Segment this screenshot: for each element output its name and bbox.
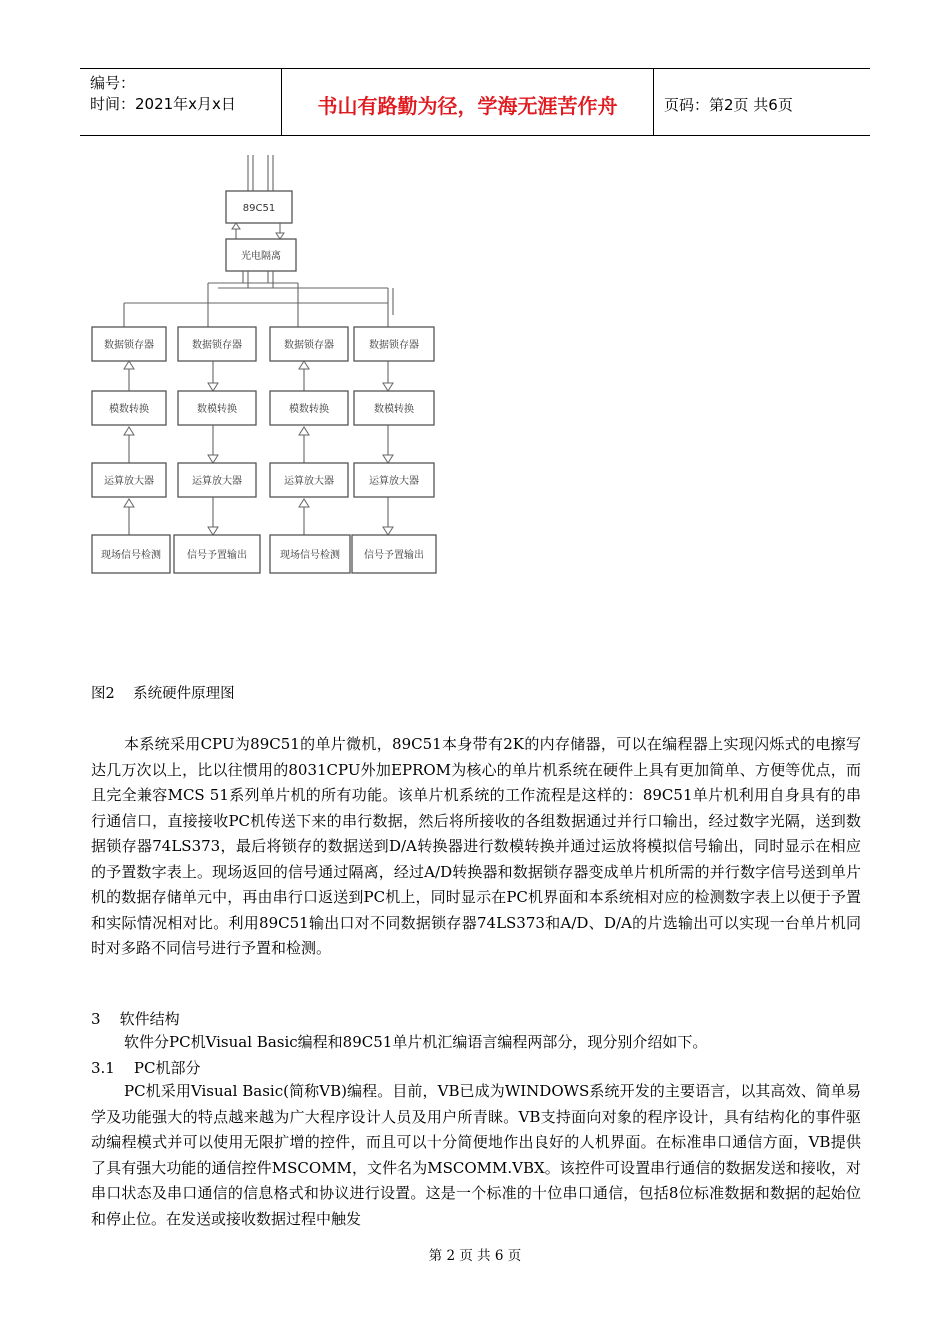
- distribution-bus: [124, 271, 393, 327]
- body-paragraph: PC机采用Visual Basic(简称VB)编程。目前，VB已成为WINDOWS系统开发的主要语言，以其高效、简单易学及功能强大的特点越来越为广大程序设计人员及用户所青睐。VB支持面向对象的程序设计，具有结构化的事件驱动编程模式并可以使用无限扩增的控件，而且可以十分简便地作出良好的人机界面。在标准串口通信方面，VB提供了具有强大功能的通信控件MSCOMM，文件名为MSCOMM.VBX。该控件可设置串行通信的数据发送和接收，对串口状态及串口通信的信息格式和协议进行设置。这是一个标准的十位串口通信，包括8位标准数据和数据的起始位和停止位。在发送或接收数据过程中触发: [91, 1082, 861, 1228]
- mcu-label: 89C51: [242, 203, 276, 214]
- isolation-label: 光电隔离: [241, 251, 281, 262]
- amplifier-label: 运算放大器: [192, 476, 242, 487]
- figure-caption: 图2 系统硬件原理图: [91, 686, 235, 702]
- header-motto: 书山有路勤为径，学海无涯苦作舟: [282, 69, 654, 135]
- amplifier-label: 运算放大器: [369, 476, 419, 487]
- converter-label: 模数转换: [289, 404, 329, 415]
- latch-label: 数据锁存器: [192, 340, 242, 351]
- document-number: 编号：: [90, 74, 136, 92]
- signal-label: 现场信号检测: [101, 550, 161, 561]
- latch-label: 数据锁存器: [104, 340, 154, 351]
- serial-bus-lines: [248, 155, 273, 191]
- hardware-block-diagram: [88, 155, 448, 585]
- signal-label: 现场信号检测: [280, 550, 340, 561]
- column-3: [270, 327, 350, 573]
- header-info: [80, 69, 282, 135]
- document-date: 时间：2021年x月x日: [90, 95, 236, 113]
- converter-label: 数模转换: [197, 404, 237, 415]
- latch-label: 数据锁存器: [369, 340, 419, 351]
- amplifier-label: 运算放大器: [284, 476, 334, 487]
- signal-label: 信号予置输出: [364, 550, 424, 561]
- converter-label: 模数转换: [109, 404, 149, 415]
- header-page-number: 页码：第2页 共6页: [664, 95, 793, 114]
- amplifier-label: 运算放大器: [104, 476, 154, 487]
- page-footer: 第 2 页 共 6 页: [428, 1248, 522, 1264]
- column-1: [92, 327, 170, 573]
- signal-label: 信号予置输出: [187, 550, 247, 561]
- page-header: [80, 68, 870, 136]
- latch-label: 数据锁存器: [284, 340, 334, 351]
- column-4: [352, 327, 436, 573]
- body-paragraph: 本系统采用CPU为89C51的单片微机，89C51本身带有2K的内存储器，可以在编程器上实现闪烁式的电擦写达几万次以上，比以往惯用的8031CPU外加EPROM为核心的单片机系统在硬件上具有更加简单、方便等优点，而且完全兼容MCS 51系列单片机的所有功能。该单片机系统的工作流程是这样的：89C51单片机利用自身具有的串行通信口，直接接收PC机传送下来的串行数据，然后将所接收的各组数据通过并行口输出，经过数字光隔，送到数据锁存器74LS373，最后将锁存的数据送到D/A转换器进行数模转换并通过运放将模拟信号输出，同时显示在相应的予置数字表上。现场返回的信号通过隔离，经过A/D转换器和数据锁存器变成单片机所需的并行数字信号送到单片机的数据存储单元中，再由串行口返送到PC机上，同时显示在PC机界面和本系统相对应的检测数字表上以便于予置和实际情况相对比。利用89C51输出口对不同数据锁存器74LS373和A/D、D/A的片选输出可以实现一台单片机同时对多路不同信号进行予置和检测。: [91, 735, 861, 957]
- converter-label: 数模转换: [374, 404, 414, 415]
- mcu-isolation-arrows: [232, 223, 284, 239]
- body-paragraph: 软件分PC机Visual Basic编程和89C51单片机汇编语言编程两部分，现分别介绍如下。: [124, 1033, 708, 1051]
- section-heading: 3 软件结构: [91, 1010, 180, 1028]
- column-2: [174, 327, 260, 573]
- isolation-block: [226, 239, 296, 271]
- subsection-heading: 3.1 PC机部分: [91, 1059, 201, 1077]
- mcu-block: [226, 191, 292, 223]
